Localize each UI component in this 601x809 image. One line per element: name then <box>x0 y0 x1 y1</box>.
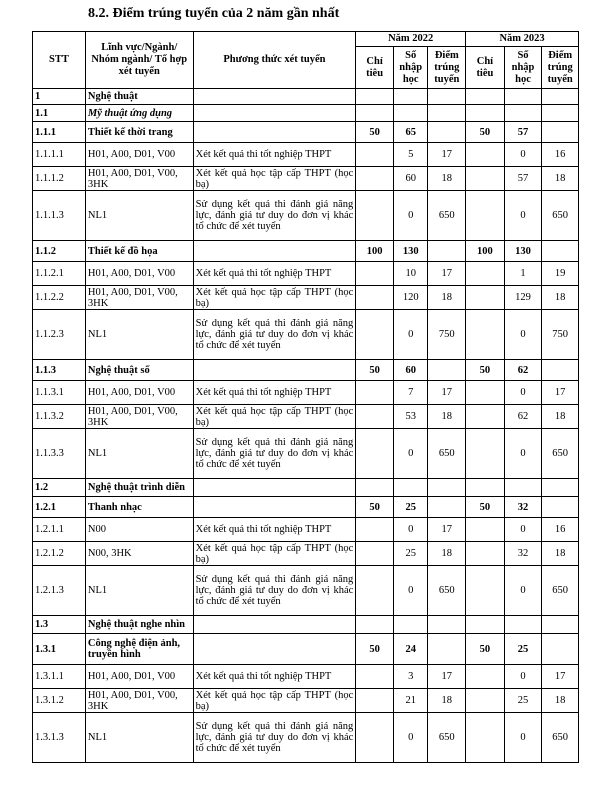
row-field: Nghệ thuật trình diễn <box>85 479 193 497</box>
row-empty-cell <box>542 89 579 105</box>
row-admitted-2022: 7 <box>393 381 428 405</box>
row-method: Xét kết quả học tập cấp THPT (học bạ) <box>193 286 356 310</box>
row-stt: 1.1.1.3 <box>33 191 86 241</box>
row-admitted-2023: 57 <box>504 122 542 143</box>
row-quota-2023 <box>466 518 505 542</box>
row-score-2023: 17 <box>542 381 579 405</box>
table-row <box>33 665 579 689</box>
table-row <box>33 566 579 616</box>
row-empty-cell <box>356 479 394 497</box>
row-admitted-2023: 25 <box>504 689 542 713</box>
row-empty-cell <box>428 616 466 634</box>
table-row <box>33 89 579 105</box>
table-row <box>33 689 579 713</box>
row-method: Xét kết quả học tập cấp THPT (học bạ) <box>193 542 356 566</box>
row-stt: 1.1.2.3 <box>33 310 86 360</box>
row-score-2023: 18 <box>542 286 579 310</box>
row-quota-2023 <box>466 713 505 763</box>
row-stt: 1 <box>33 89 86 105</box>
row-empty-cell <box>504 89 542 105</box>
header-method: Phương thức xét tuyển <box>193 32 356 89</box>
row-score-2022 <box>428 497 466 518</box>
row-admitted-2022: 5 <box>393 143 428 167</box>
row-score-2023: 650 <box>542 566 579 616</box>
row-empty-cell <box>542 616 579 634</box>
row-admitted-2022: 0 <box>393 310 428 360</box>
header-field: Lĩnh vực/Ngành/ Nhóm ngành/ Tổ hợp xét tuyển <box>85 32 193 89</box>
row-method: Sử dụng kết quả thi đánh giá năng lực, đánh giá tư duy do đơn vị khác tổ chức để xét tuyển <box>193 191 356 241</box>
row-admitted-2022: 10 <box>393 262 428 286</box>
row-admitted-2023: 0 <box>504 143 542 167</box>
row-quota-2022 <box>356 405 394 429</box>
row-admitted-2023: 129 <box>504 286 542 310</box>
row-quota-2023 <box>466 566 505 616</box>
row-empty-cell <box>393 479 428 497</box>
row-stt: 1.1.2.1 <box>33 262 86 286</box>
row-field: NL1 <box>85 566 193 616</box>
row-quota-2022: 50 <box>356 634 394 665</box>
row-admitted-2022: 0 <box>393 518 428 542</box>
row-quota-2023 <box>466 665 505 689</box>
row-method: Xét kết quả học tập cấp THPT (học bạ) <box>193 405 356 429</box>
row-quota-2022 <box>356 689 394 713</box>
row-admitted-2022: 0 <box>393 566 428 616</box>
row-admitted-2022: 3 <box>393 665 428 689</box>
table-row <box>33 143 579 167</box>
row-score-2023 <box>542 241 579 262</box>
table-row <box>33 497 579 518</box>
row-field: H01, A00, D01, V00, 3HK <box>85 167 193 191</box>
row-admitted-2023: 130 <box>504 241 542 262</box>
row-method <box>193 616 356 634</box>
row-score-2022 <box>428 360 466 381</box>
row-quota-2022 <box>356 381 394 405</box>
row-field: H01, A00, D01, V00, 3HK <box>85 286 193 310</box>
row-quota-2023: 50 <box>466 497 505 518</box>
row-field: Nghệ thuật <box>85 89 193 105</box>
row-quota-2023 <box>466 689 505 713</box>
row-empty-cell <box>393 89 428 105</box>
row-admitted-2022: 25 <box>393 497 428 518</box>
row-method <box>193 634 356 665</box>
row-field: H01, A00, D01, V00, 3HK <box>85 689 193 713</box>
row-field: NL1 <box>85 713 193 763</box>
row-method: Sử dụng kết quả thi đánh giá năng lực, đánh giá tư duy do đơn vị khác tổ chức để xét tuyển <box>193 713 356 763</box>
table-row <box>33 122 579 143</box>
row-quota-2022 <box>356 191 394 241</box>
row-stt: 1.1.2 <box>33 241 86 262</box>
row-score-2023 <box>542 360 579 381</box>
row-stt: 1.1.1 <box>33 122 86 143</box>
row-admitted-2023: 57 <box>504 167 542 191</box>
row-quota-2022: 50 <box>356 497 394 518</box>
row-quota-2023 <box>466 262 505 286</box>
row-method: Xét kết quả thi tốt nghiệp THPT <box>193 518 356 542</box>
row-stt: 1.1.3.2 <box>33 405 86 429</box>
table-row <box>33 429 579 479</box>
row-score-2022 <box>428 241 466 262</box>
header-stt: STT <box>33 32 86 89</box>
row-score-2022: 18 <box>428 405 466 429</box>
row-empty-cell <box>356 105 394 122</box>
row-score-2023: 16 <box>542 143 579 167</box>
row-stt: 1.3.1.1 <box>33 665 86 689</box>
row-score-2022: 650 <box>428 191 466 241</box>
row-score-2022 <box>428 122 466 143</box>
header-quota-2022: Chỉ tiêu <box>356 47 394 89</box>
row-admitted-2022: 60 <box>393 360 428 381</box>
row-empty-cell <box>393 616 428 634</box>
table-row <box>33 105 579 122</box>
row-admitted-2023: 62 <box>504 360 542 381</box>
row-quota-2022 <box>356 310 394 360</box>
row-score-2022: 17 <box>428 518 466 542</box>
row-quota-2022 <box>356 665 394 689</box>
header-year-2022: Năm 2022 <box>356 32 466 47</box>
row-method <box>193 497 356 518</box>
row-score-2023: 17 <box>542 665 579 689</box>
row-empty-cell <box>428 105 466 122</box>
header-year-2023: Năm 2023 <box>466 32 579 47</box>
table-row <box>33 381 579 405</box>
header-admitted-2023: Số nhập học <box>504 47 542 89</box>
row-method: Xét kết quả thi tốt nghiệp THPT <box>193 381 356 405</box>
row-admitted-2023: 1 <box>504 262 542 286</box>
row-admitted-2022: 130 <box>393 241 428 262</box>
row-empty-cell <box>466 479 505 497</box>
row-score-2022: 18 <box>428 542 466 566</box>
table-row <box>33 286 579 310</box>
row-quota-2022 <box>356 566 394 616</box>
row-quota-2023 <box>466 143 505 167</box>
row-field: NL1 <box>85 310 193 360</box>
row-score-2022: 17 <box>428 143 466 167</box>
row-empty-cell <box>428 479 466 497</box>
row-field: H01, A00, D01, V00 <box>85 143 193 167</box>
row-field: Nghệ thuật nghe nhìn <box>85 616 193 634</box>
row-stt: 1.1.2.2 <box>33 286 86 310</box>
row-score-2022: 650 <box>428 429 466 479</box>
row-admitted-2023: 0 <box>504 191 542 241</box>
admission-scores-table <box>32 31 579 763</box>
row-stt: 1.2.1.2 <box>33 542 86 566</box>
row-quota-2023 <box>466 405 505 429</box>
row-score-2023: 19 <box>542 262 579 286</box>
row-stt: 1.2.1.1 <box>33 518 86 542</box>
row-stt: 1.1.1.1 <box>33 143 86 167</box>
row-stt: 1.3.1 <box>33 634 86 665</box>
row-admitted-2023: 32 <box>504 497 542 518</box>
row-method: Xét kết quả thi tốt nghiệp THPT <box>193 262 356 286</box>
table-row <box>33 479 579 497</box>
row-empty-cell <box>504 479 542 497</box>
header-row-top <box>33 32 579 47</box>
row-empty-cell <box>356 89 394 105</box>
row-quota-2022: 50 <box>356 360 394 381</box>
row-empty-cell <box>542 105 579 122</box>
row-empty-cell <box>356 616 394 634</box>
row-method: Xét kết quả học tập cấp THPT (học bạ) <box>193 167 356 191</box>
row-admitted-2022: 25 <box>393 542 428 566</box>
table-row <box>33 241 579 262</box>
row-field: Thanh nhạc <box>85 497 193 518</box>
row-quota-2022 <box>356 286 394 310</box>
row-quota-2022 <box>356 143 394 167</box>
row-quota-2023 <box>466 429 505 479</box>
row-quota-2022 <box>356 713 394 763</box>
row-score-2023: 18 <box>542 542 579 566</box>
row-quota-2023 <box>466 542 505 566</box>
row-admitted-2022: 21 <box>393 689 428 713</box>
row-method <box>193 105 356 122</box>
row-method: Sử dụng kết quả thi đánh giá năng lực, đánh giá tư duy do đơn vị khác tổ chức để xét tuyển <box>193 310 356 360</box>
row-empty-cell <box>428 89 466 105</box>
table-row <box>33 310 579 360</box>
row-stt: 1.1.3.3 <box>33 429 86 479</box>
row-admitted-2023: 0 <box>504 566 542 616</box>
row-method <box>193 241 356 262</box>
row-field: NL1 <box>85 429 193 479</box>
row-score-2023: 650 <box>542 429 579 479</box>
row-score-2022: 750 <box>428 310 466 360</box>
row-admitted-2023: 25 <box>504 634 542 665</box>
row-method: Xét kết quả học tập cấp THPT (học bạ) <box>193 689 356 713</box>
row-score-2023: 18 <box>542 405 579 429</box>
header-score-2023: Điểm trúng tuyển <box>542 47 579 89</box>
row-empty-cell <box>504 616 542 634</box>
row-admitted-2023: 0 <box>504 518 542 542</box>
row-field: H01, A00, D01, V00, 3HK <box>85 405 193 429</box>
row-method: Sử dụng kết quả thi đánh giá năng lực, đánh giá tư duy do đơn vị khác tổ chức để xét tuyển <box>193 429 356 479</box>
row-admitted-2023: 0 <box>504 429 542 479</box>
row-score-2022 <box>428 634 466 665</box>
row-score-2022: 17 <box>428 381 466 405</box>
row-empty-cell <box>466 89 505 105</box>
table-row <box>33 167 579 191</box>
row-admitted-2022: 0 <box>393 191 428 241</box>
table-row <box>33 518 579 542</box>
row-stt: 1.1.1.2 <box>33 167 86 191</box>
row-score-2022: 650 <box>428 566 466 616</box>
row-admitted-2023: 32 <box>504 542 542 566</box>
row-admitted-2023: 0 <box>504 665 542 689</box>
row-admitted-2022: 0 <box>393 713 428 763</box>
row-empty-cell <box>466 616 505 634</box>
row-field: Thiết kế đồ họa <box>85 241 193 262</box>
row-stt: 1.1.3 <box>33 360 86 381</box>
row-score-2023: 16 <box>542 518 579 542</box>
table-row <box>33 634 579 665</box>
row-method <box>193 479 356 497</box>
row-method <box>193 360 356 381</box>
row-stt: 1.1 <box>33 105 86 122</box>
table-row <box>33 405 579 429</box>
row-quota-2023: 100 <box>466 241 505 262</box>
row-score-2023: 650 <box>542 191 579 241</box>
row-empty-cell <box>504 105 542 122</box>
row-field: NL1 <box>85 191 193 241</box>
row-score-2022: 17 <box>428 665 466 689</box>
row-stt: 1.3 <box>33 616 86 634</box>
row-score-2023: 650 <box>542 713 579 763</box>
row-score-2022: 17 <box>428 262 466 286</box>
row-field: N00, 3HK <box>85 542 193 566</box>
row-quota-2022 <box>356 542 394 566</box>
row-quota-2023 <box>466 381 505 405</box>
row-score-2023 <box>542 497 579 518</box>
row-quota-2023: 50 <box>466 360 505 381</box>
row-quota-2022 <box>356 518 394 542</box>
row-method: Xét kết quả thi tốt nghiệp THPT <box>193 665 356 689</box>
row-admitted-2022: 65 <box>393 122 428 143</box>
row-field: Mỹ thuật ứng dụng <box>85 105 193 122</box>
row-admitted-2022: 60 <box>393 167 428 191</box>
row-field: N00 <box>85 518 193 542</box>
row-score-2023 <box>542 634 579 665</box>
row-method <box>193 89 356 105</box>
row-method: Sử dụng kết quả thi đánh giá năng lực, đánh giá tư duy do đơn vị khác tổ chức để xét tuyển <box>193 566 356 616</box>
row-stt: 1.3.1.3 <box>33 713 86 763</box>
row-score-2022: 18 <box>428 689 466 713</box>
table-row <box>33 262 579 286</box>
row-score-2022: 18 <box>428 167 466 191</box>
row-quota-2022 <box>356 167 394 191</box>
row-quota-2022 <box>356 262 394 286</box>
row-quota-2023 <box>466 286 505 310</box>
table-row <box>33 360 579 381</box>
header-quota-2023: Chỉ tiêu <box>466 47 505 89</box>
row-quota-2023 <box>466 310 505 360</box>
row-stt: 1.3.1.2 <box>33 689 86 713</box>
row-admitted-2022: 0 <box>393 429 428 479</box>
row-quota-2022: 100 <box>356 241 394 262</box>
row-admitted-2023: 0 <box>504 713 542 763</box>
row-score-2022: 18 <box>428 286 466 310</box>
row-method: Xét kết quả thi tốt nghiệp THPT <box>193 143 356 167</box>
header-admitted-2022: Số nhập học <box>393 47 428 89</box>
row-admitted-2023: 0 <box>504 381 542 405</box>
section-title: 8.2. Điểm trúng tuyển của 2 năm gần nhất <box>88 6 340 21</box>
row-stt: 1.1.3.1 <box>33 381 86 405</box>
row-stt: 1.2.1.3 <box>33 566 86 616</box>
row-score-2023: 18 <box>542 167 579 191</box>
row-admitted-2023: 62 <box>504 405 542 429</box>
row-quota-2023: 50 <box>466 634 505 665</box>
row-quota-2022 <box>356 429 394 479</box>
row-stt: 1.2 <box>33 479 86 497</box>
table-row <box>33 616 579 634</box>
row-admitted-2022: 24 <box>393 634 428 665</box>
row-admitted-2022: 53 <box>393 405 428 429</box>
row-field: Công nghệ điện ảnh, truyền hình <box>85 634 193 665</box>
row-score-2023: 18 <box>542 689 579 713</box>
row-field: Thiết kế thời trang <box>85 122 193 143</box>
row-admitted-2023: 0 <box>504 310 542 360</box>
row-quota-2023 <box>466 167 505 191</box>
row-score-2022: 650 <box>428 713 466 763</box>
row-admitted-2022: 120 <box>393 286 428 310</box>
row-empty-cell <box>466 105 505 122</box>
row-field: H01, A00, D01, V00 <box>85 262 193 286</box>
row-score-2023: 750 <box>542 310 579 360</box>
row-quota-2022: 50 <box>356 122 394 143</box>
row-quota-2023 <box>466 191 505 241</box>
row-quota-2023: 50 <box>466 122 505 143</box>
row-stt: 1.2.1 <box>33 497 86 518</box>
header-score-2022: Điểm trúng tuyển <box>428 47 466 89</box>
table-row <box>33 542 579 566</box>
row-field: H01, A00, D01, V00 <box>85 381 193 405</box>
row-empty-cell <box>542 479 579 497</box>
table-row <box>33 191 579 241</box>
row-field: H01, A00, D01, V00 <box>85 665 193 689</box>
row-method <box>193 122 356 143</box>
row-field: Nghệ thuật số <box>85 360 193 381</box>
table-row <box>33 713 579 763</box>
row-score-2023 <box>542 122 579 143</box>
row-empty-cell <box>393 105 428 122</box>
